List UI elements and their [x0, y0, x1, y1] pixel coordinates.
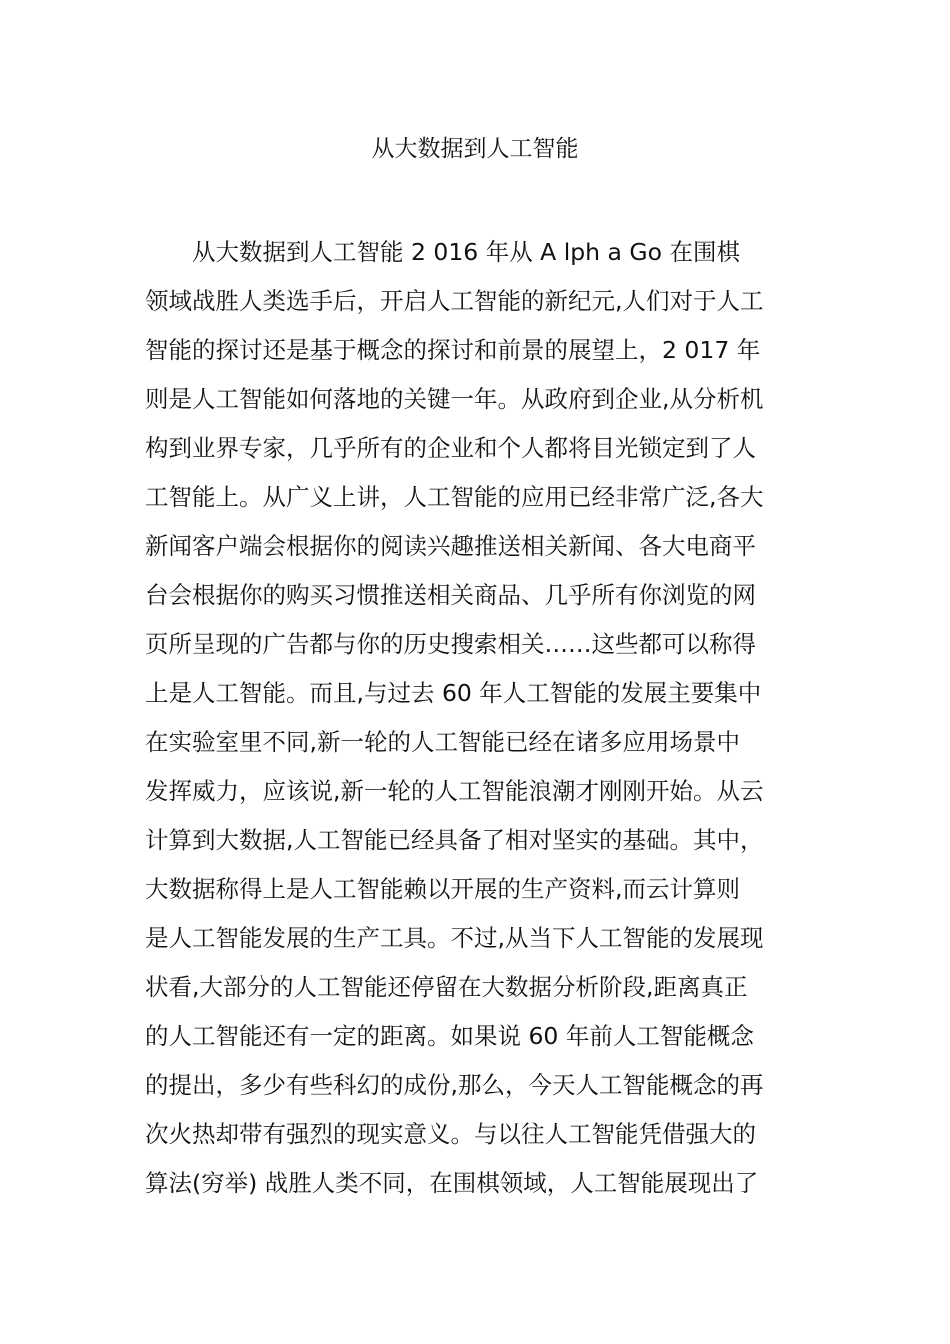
paragraph-line: 发挥威力，应该说,新一轮的人工智能浪潮才刚刚开始。从云 — [145, 777, 764, 805]
paragraph-line: 计算到大数据,人工智能已经具备了相对坚实的基础。其中， — [145, 826, 764, 854]
paragraph-line: 的提出，多少有些科幻的成份,那么，今天人工智能概念的再 — [145, 1071, 764, 1099]
paragraph-line: 算法(穷举) 战胜人类不同，在围棋领域，人工智能展现出了 — [145, 1169, 759, 1197]
paragraph-line: 台会根据你的购买习惯推送相关商品、几乎所有你浏览的网 — [145, 581, 756, 609]
paragraph-line: 新闻客户端会根据你的阅读兴趣推送相关新闻、各大电商平 — [145, 532, 756, 560]
paragraph-line: 智能的探讨还是基于概念的探讨和前景的展望上，2 017 年 — [145, 336, 761, 364]
paragraph-line: 领域战胜人类选手后，开启人工智能的新纪元,人们对于人工 — [145, 287, 764, 315]
paragraph-line: 页所呈现的广告都与你的历史搜索相关……这些都可以称得 — [145, 630, 756, 658]
body-paragraph — [145, 228, 810, 1208]
paragraph-line: 从大数据到人工智能 2 016 年从 A lph a Go 在围棋 — [192, 238, 740, 266]
paragraph-line: 状看,大部分的人工智能还停留在大数据分析阶段,距离真正 — [145, 973, 748, 1001]
paragraph-line: 次火热却带有强烈的现实意义。与以往人工智能凭借强大的 — [145, 1120, 756, 1148]
paragraph-line: 大数据称得上是人工智能赖以开展的生产资料,而云计算则 — [145, 875, 740, 903]
paragraph-line: 的人工智能还有一定的距离。如果说 60 年前人工智能概念 — [145, 1022, 754, 1050]
paragraph-line: 工智能上。从广义上讲，人工智能的应用已经非常广泛,各大 — [145, 483, 764, 511]
paragraph-line: 是人工智能发展的生产工具。不过,从当下人工智能的发展现 — [145, 924, 764, 952]
paragraph-line: 上是人工智能。而且,与过去 60 年人工智能的发展主要集中 — [145, 679, 762, 707]
paragraph-line: 在实验室里不同,新一轮的人工智能已经在诸多应用场景中 — [145, 728, 740, 756]
paragraph-line: 构到业界专家，几乎所有的企业和个人都将目光锁定到了人 — [145, 434, 756, 462]
document-title: 从大数据到人工智能 — [371, 136, 579, 162]
paragraph-line: 则是人工智能如何落地的关键一年。从政府到企业,从分析机 — [145, 385, 764, 413]
